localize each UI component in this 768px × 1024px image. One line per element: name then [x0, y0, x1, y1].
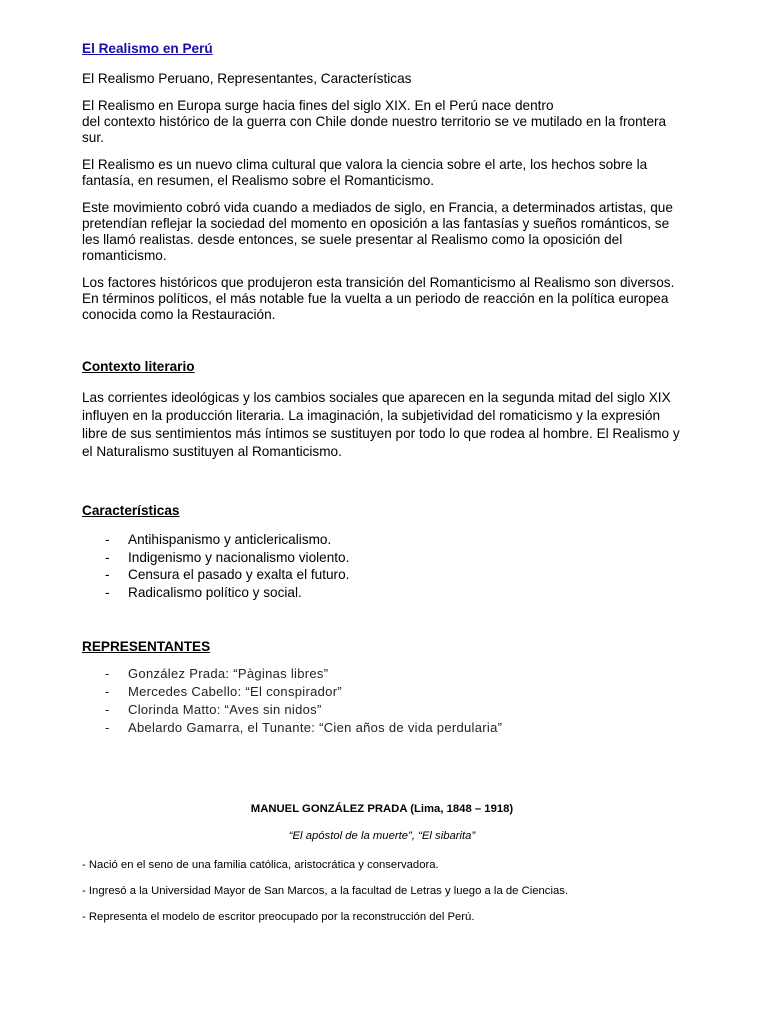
list-item: - Radicalismo político y social. [82, 584, 682, 602]
title-link[interactable]: El Realismo en Perú [82, 41, 213, 56]
bio-item: - Ingresó a la Universidad Mayor de San Marcos, a la facultad de Letras y luego a la de Ciencias. [82, 885, 569, 897]
subtitle: El Realismo Peruano, Representantes, Características [82, 71, 412, 86]
contexto-paragraph: Las corrientes ideológicas y los cambios sociales que aparecen en la segunda mitad del siglo XIX influyen en la producción literaria. La imaginación, la subjetividad del romaticismo y la expresión libre de sus sentimientos más íntimos se sustituyen por todo lo que rodea al hombre. El Realismo y el Naturalismo sustituyen al Romanticismo. [82, 390, 680, 459]
intro-line-2: del contexto histórico de la guerra con Chile donde nuestro territorio se ve mutilado en la frontera sur. [82, 114, 667, 145]
list-item: - González Prada: “Pàginas libres” [82, 665, 682, 683]
caracteristicas-list [82, 531, 682, 601]
list-item: - Clorinda Matto: “Aves sin nidos” [82, 701, 682, 719]
bio-subtitle: “El apóstol de la muerte”, “El sibarita” [288, 830, 476, 842]
list-item: - Antihispanismo y anticlericalismo. [82, 531, 682, 549]
intro-paragraph-1 [82, 98, 682, 146]
bio-item: - Representa el modelo de escritor preocupado por la reconstrucción del Perú. [82, 911, 475, 923]
bio-title: MANUEL GONZÁLEZ PRADA (Lima, 1848 – 1918) [250, 803, 514, 815]
intro-line-1: El Realismo en Europa surge hacia fines del siglo XIX. En el Perú nace dentro [82, 98, 554, 113]
caracteristicas-heading: Características [82, 503, 180, 518]
intro-paragraph-4: Los factores históricos que produjeron esta transición del Romanticismo al Realismo son diversos. En términos políticos, el más notable fue la vuelta a un periodo de reacción en la política europea conocida como la Restauración. [82, 275, 675, 322]
list-item: - Abelardo Gamarra, el Tunante: “Cien años de vida perdularia” [82, 719, 682, 737]
intro-paragraph-3: Este movimiento cobró vida cuando a mediados de siglo, en Francia, a determinados artistas, que pretendían reflejar la sociedad del momento en oposición a las fantasías y sueños románticos, se les llamó realistas. desde entonces, se suele presentar al Realismo como la oposición del romanticismo. [82, 200, 673, 263]
intro-paragraph-2: El Realismo es un nuevo clima cultural que valora la ciencia sobre el arte, los hechos sobre la fantasía, en resumen, el Realismo sobre el Romanticismo. [82, 157, 648, 188]
bio-item: - Nació en el seno de una familia católica, aristocrática y conservadora. [82, 859, 439, 871]
bio-section [82, 803, 682, 937]
list-item: - Censura el pasado y exalta el futuro. [82, 566, 682, 584]
representantes-list [82, 665, 682, 737]
list-item: - Indigenismo y nacionalismo violento. [82, 549, 682, 567]
list-item: - Mercedes Cabello: “El conspirador” [82, 683, 682, 701]
representantes-heading: REPRESENTANTES [82, 639, 211, 654]
contexto-heading: Contexto literario [82, 359, 195, 374]
document-body [82, 41, 682, 737]
